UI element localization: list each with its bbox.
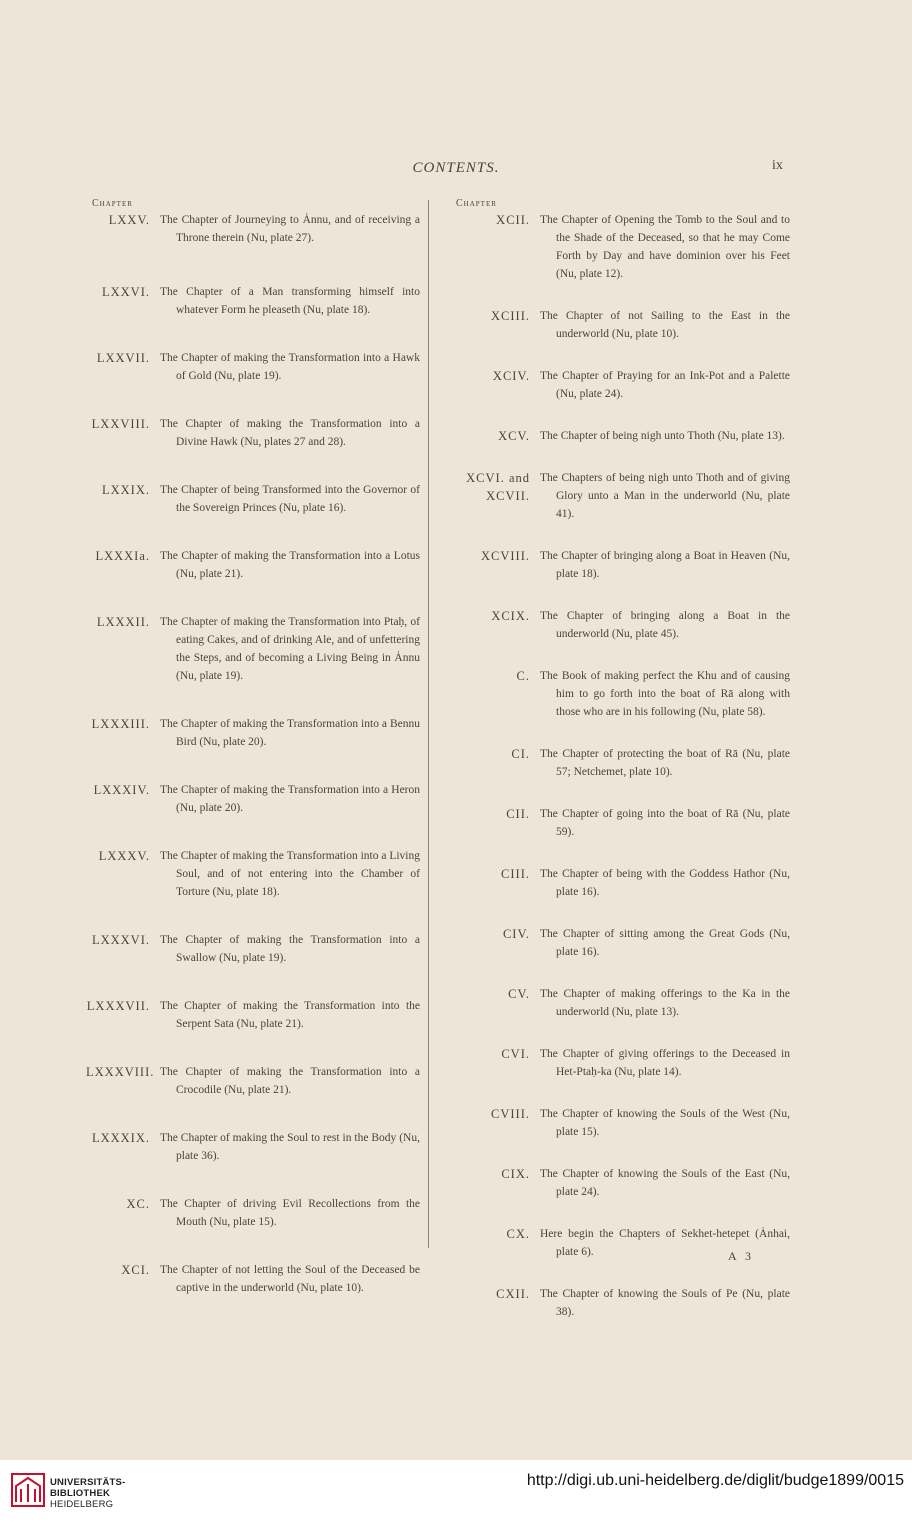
chapter-number: XCI. — [121, 1263, 150, 1277]
contents-entry — [86, 715, 420, 751]
chapter-title: The Chapter of Opening the Tomb to the Soul and to the Shade of the Deceased, so that he may Come Forth by Day and have dominion over his Feet (Nu, plate 12). — [540, 214, 790, 280]
chapter-number: XCII. — [496, 213, 530, 227]
contents-entry — [86, 1063, 420, 1099]
chapter-number: LXXXIX. — [91, 1131, 150, 1145]
contents-entry — [450, 667, 790, 721]
chapter-number: LXXXVIII. — [86, 1065, 155, 1079]
contents-entry — [86, 931, 420, 967]
contents-entry — [86, 1129, 420, 1165]
chapter-number: LXXXIa. — [95, 549, 150, 563]
chapter-number: XCVIII. — [480, 549, 530, 563]
chapter-number: XC. — [126, 1197, 150, 1211]
chapter-title: The Chapter of not letting the Soul of the Deceased be captive in the underworld (Nu, plate 10). — [160, 1264, 420, 1294]
chapter-title: The Chapter of bringing along a Boat in the underworld (Nu, plate 45). — [540, 610, 790, 640]
chapter-number: LXXXII. — [96, 615, 150, 629]
chapter-title: The Chapter of making the Soul to rest in the Body (Nu, plate 36). — [160, 1132, 420, 1162]
chapter-title: The Chapter of knowing the Souls of Pe (Nu, plate 38). — [540, 1288, 790, 1318]
contents-entry — [86, 415, 420, 451]
contents-entry — [86, 781, 420, 817]
chapter-number: LXXV. — [108, 213, 150, 227]
chapter-title: The Chapter of making offerings to the Ka in the underworld (Nu, plate 13). — [540, 988, 790, 1018]
contents-entry — [86, 997, 420, 1033]
chapter-number: CVI. — [501, 1047, 530, 1061]
chapter-title: The Book of making perfect the Khu and of causing him to go forth into the boat of Rā along with those who are in his following (Nu, plate 58). — [540, 670, 790, 718]
chapter-title: The Chapter of driving Evil Recollections from the Mouth (Nu, plate 15). — [160, 1198, 420, 1228]
chapter-title: The Chapter of being nigh unto Thoth (Nu, plate 13). — [540, 430, 785, 442]
chapter-number: XCIX. — [491, 609, 530, 623]
contents-entry — [86, 283, 420, 319]
chapter-title: The Chapter of making the Transformation into a Heron (Nu, plate 20). — [160, 784, 420, 814]
chapter-number: LXXVI. — [101, 285, 150, 299]
chapter-number: LXXXVII. — [86, 999, 150, 1013]
chapter-number: CXII. — [496, 1287, 530, 1301]
library-footer — [0, 1460, 912, 1526]
contents-entry — [450, 925, 790, 961]
signature-mark: A 3 — [728, 1249, 755, 1263]
contents-entry — [450, 469, 790, 523]
contents-entry — [450, 547, 790, 583]
chapter-title: The Chapter of making the Transformation into a Divine Hawk (Nu, plates 27 and 28). — [160, 418, 420, 448]
chapter-number: LXXXV. — [98, 849, 150, 863]
contents-entry — [450, 805, 790, 841]
chapter-caption-right: Chapter — [456, 198, 497, 209]
chapter-title: The Chapter of sitting among the Great Gods (Nu, plate 16). — [540, 928, 790, 958]
chapter-number: CI. — [511, 747, 530, 761]
chapter-caption-left: Chapter — [92, 198, 133, 209]
chapter-number: LXXXIV. — [93, 783, 150, 797]
chapter-title: The Chapter of Praying for an Ink-Pot and a Palette (Nu, plate 24). — [540, 370, 790, 400]
chapter-title: The Chapter of bringing along a Boat in Heaven (Nu, plate 18). — [540, 550, 790, 580]
chapter-number: LXXVII. — [96, 351, 150, 365]
contents-entry — [450, 211, 790, 283]
contents-entry — [450, 1165, 790, 1201]
chapter-number: LXXXVI. — [91, 933, 150, 947]
contents-entry — [450, 307, 790, 343]
column-divider — [428, 200, 429, 1248]
chapter-number: CII. — [506, 807, 530, 821]
chapter-number: CVIII. — [491, 1107, 530, 1121]
chapter-number: LXXVIII. — [91, 417, 150, 431]
contents-entry — [86, 547, 420, 583]
contents-entry — [450, 607, 790, 643]
contents-entry — [450, 1285, 790, 1321]
left-column — [86, 198, 420, 1297]
contents-entry — [86, 349, 420, 385]
logo-text-line3: HEIDELBERG — [50, 1499, 114, 1510]
chapter-number: C. — [516, 669, 530, 683]
page-number: ix — [772, 158, 783, 173]
chapter-number: CX. — [506, 1227, 530, 1241]
chapter-title: The Chapter of making the Transformation into a Swallow (Nu, plate 19). — [160, 934, 420, 964]
contents-entry — [86, 1195, 420, 1231]
chapter-title: The Chapter of going into the boat of Rā (Nu, plate 59). — [540, 808, 790, 838]
running-head: CONTENTS. — [412, 160, 500, 176]
chapter-title: The Chapter of making the Transformation into Ptaḥ, of eating Cakes, and of drinking Ale, and of unfettering the Steps, and of becoming a Living Being in Ȧnnu (Nu, plate 19). — [160, 616, 420, 682]
chapter-number: LXXIX. — [101, 483, 150, 497]
contents-entry — [86, 211, 420, 247]
chapter-title: The Chapter of making the Transformation into the Serpent Sata (Nu, plate 21). — [160, 1000, 420, 1030]
chapter-title: The Chapter of making the Transformation into a Living Soul, and of not entering into the Chamber of Torture (Nu, plate 18). — [160, 850, 420, 898]
contents-entry — [450, 865, 790, 901]
chapter-number: CIII. — [501, 867, 530, 881]
contents-entry — [86, 481, 420, 517]
chapter-title: The Chapter of being Transformed into the Governor of the Sovereign Princes (Nu, plate 16). — [160, 484, 420, 514]
chapter-title: The Chapters of being nigh unto Thoth and of giving Glory unto a Man in the underworld (Nu, plate 41). — [540, 472, 790, 520]
contents-entry — [450, 1105, 790, 1141]
chapter-title: The Chapter of not Sailing to the East in the underworld (Nu, plate 10). — [540, 310, 790, 340]
left-entries — [86, 211, 420, 1297]
contents-entry — [450, 1045, 790, 1081]
chapter-title: The Chapter of making the Transformation into a Hawk of Gold (Nu, plate 19). — [160, 352, 420, 382]
contents-entry — [86, 613, 420, 685]
chapter-number: CV. — [508, 987, 530, 1001]
chapter-title: The Chapter of making the Transformation into a Lotus (Nu, plate 21). — [160, 550, 420, 580]
chapter-title: The Chapter of knowing the Souls of the West (Nu, plate 15). — [540, 1108, 790, 1138]
chapter-title: The Chapter of Journeying to Ȧnnu, and of receiving a Throne therein (Nu, plate 27). — [160, 214, 420, 244]
chapter-title: The Chapter of knowing the Souls of the East (Nu, plate 24). — [540, 1168, 790, 1198]
chapter-number: XCV. — [498, 429, 530, 443]
chapter-title: The Chapter of a Man transforming himself into whatever Form he pleaseth (Nu, plate 18). — [160, 286, 420, 316]
right-entries — [450, 211, 790, 1321]
contents-entry — [450, 745, 790, 781]
logo-text-line1: UNIVERSITÄTS- — [50, 1477, 126, 1488]
chapter-title: The Chapter of giving offerings to the Deceased in Het-Ptaḥ-ka (Nu, plate 14). — [540, 1048, 790, 1078]
contents-entry — [450, 367, 790, 403]
chapter-number: CIX. — [501, 1167, 530, 1181]
chapter-title: The Chapter of being with the Goddess Hathor (Nu, plate 16). — [540, 868, 790, 898]
contents-entry — [450, 985, 790, 1021]
chapter-number: XCIV. — [492, 369, 530, 383]
source-url-link[interactable]: http://digi.ub.uni-heidelberg.de/diglit/budge1899/0015 — [526, 1472, 904, 1489]
chapter-number: CIV. — [502, 927, 530, 941]
chapter-number: LXXXIII. — [91, 717, 150, 731]
chapter-title: Here begin the Chapters of Sekhet-hetepet (Ȧnhai, plate 6). — [540, 1228, 790, 1258]
right-column — [450, 198, 790, 1321]
chapter-title: The Chapter of making the Transformation into a Crocodile (Nu, plate 21). — [160, 1066, 420, 1096]
contents-entry — [86, 847, 420, 901]
contents-entry — [450, 427, 790, 445]
chapter-number: XCIII. — [491, 309, 530, 323]
chapter-title: The Chapter of making the Transformation into a Bennu Bird (Nu, plate 20). — [160, 718, 420, 748]
chapter-title: The Chapter of protecting the boat of Rā (Nu, plate 57; Netchemet, plate 10). — [540, 748, 790, 778]
contents-entry — [86, 1261, 420, 1297]
logo-text-line2: BIBLIOTHEK — [50, 1488, 111, 1499]
library-logo-icon — [10, 1472, 46, 1508]
chapter-number: XCVI. and XCVII. — [466, 471, 530, 503]
